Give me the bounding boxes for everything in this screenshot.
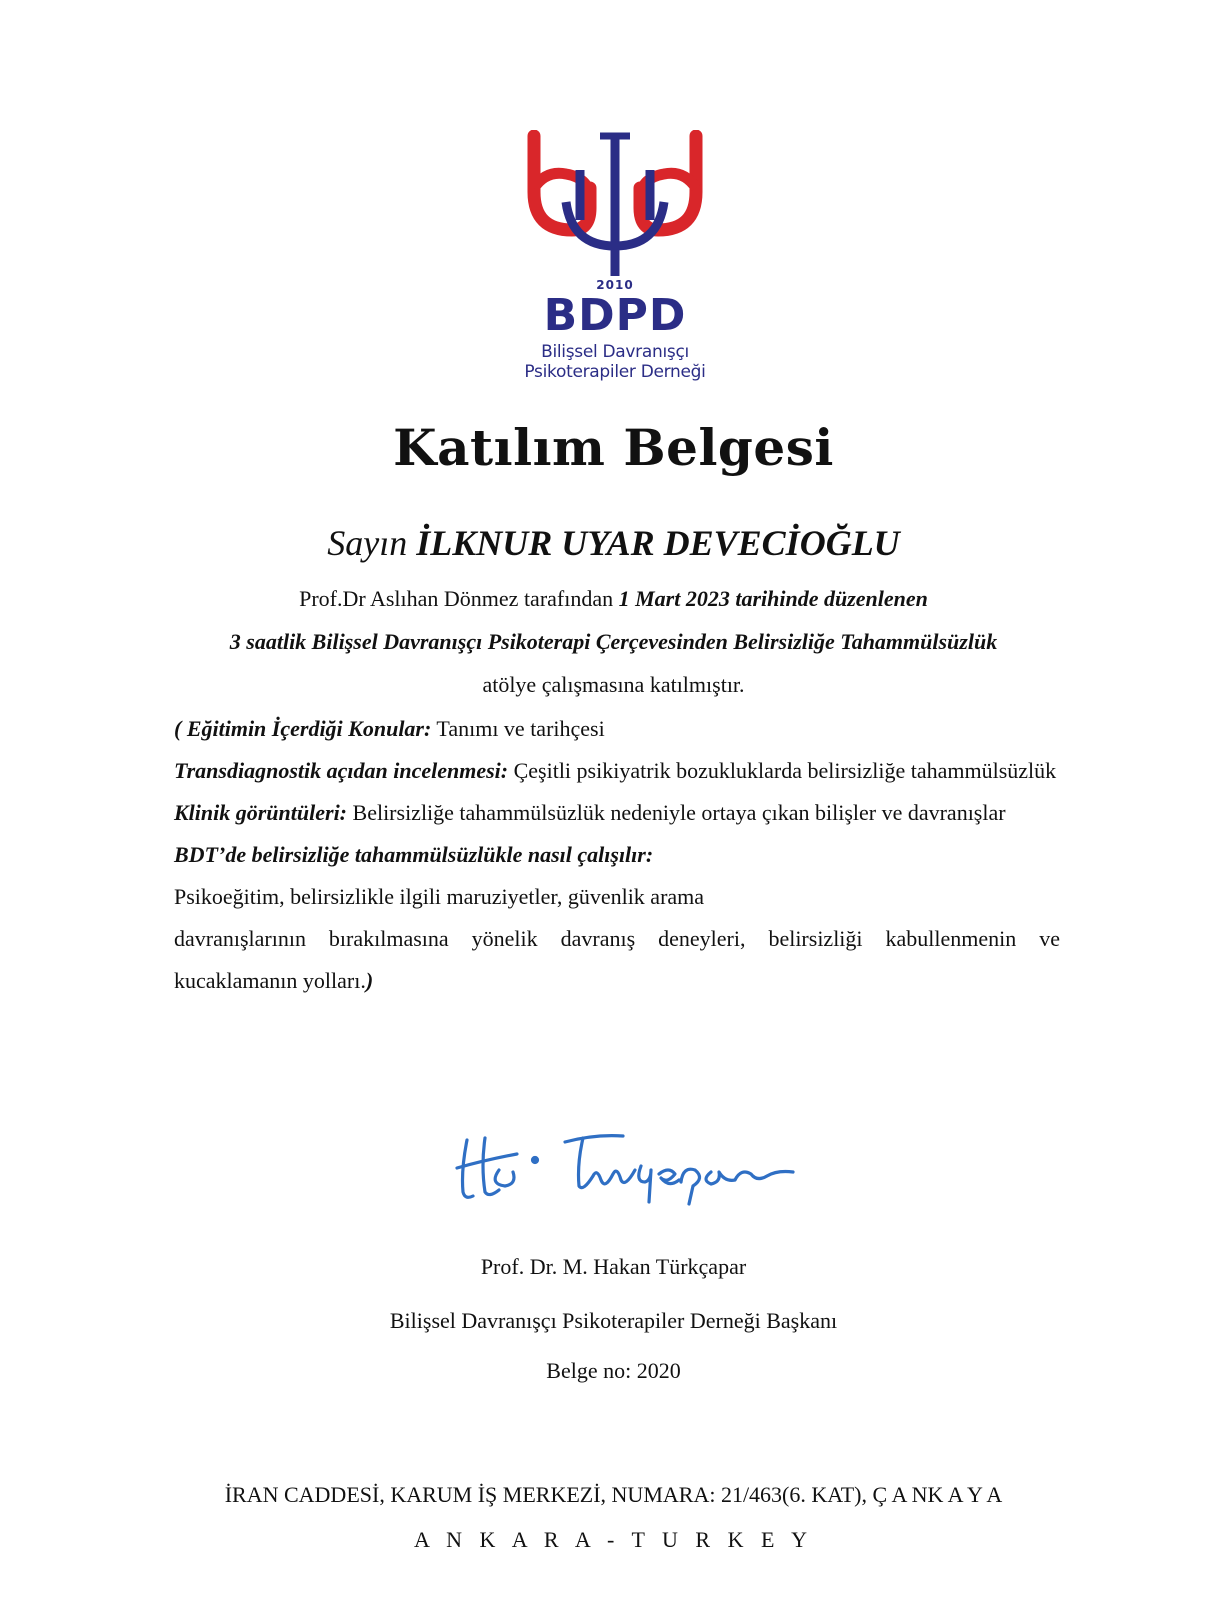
topic-text: Belirsizliğe tahammülsüzlük nedeniyle ortaya çıkan bilişler ve davranışlar xyxy=(347,800,1006,825)
salutation: Sayın xyxy=(327,523,408,563)
logo-year: 2010 xyxy=(596,278,634,292)
workshop-title: 3 saatlik Bilişsel Davranışçı Psikoterapi Çerçevesinden Belirsizliğe Tahammülsüzlük xyxy=(229,629,998,654)
certificate-title: Katılım Belgesi xyxy=(393,418,834,477)
topic-text: Çeşitli psikiyatrik bozukluklarda belirsizliğe tahammülsüzlük xyxy=(508,758,1057,783)
address-line-2: A N K A R A - T U R K E Y xyxy=(414,1527,813,1552)
organizer-text: Prof.Dr Aslıhan Dönmez tarafından xyxy=(299,586,619,611)
topic-4-text-line2 xyxy=(174,918,1060,1002)
topic-label: Transdiagnostik açıdan incelenmesi: xyxy=(174,758,509,783)
topic-4-text-line1: Psikoeğitim, belirsizlikle ilgili maruziyetler, güvenlik arama xyxy=(174,884,705,909)
event-date: 1 Mart 2023 tarihinde düzenlenen xyxy=(618,586,928,611)
signatory-name: Prof. Dr. M. Hakan Türkçapar xyxy=(480,1254,747,1279)
document-number: Belge no: 2020 xyxy=(546,1358,681,1383)
topic-2 xyxy=(174,750,1060,792)
topic-label: BDT’de belirsizliğe tahammülsüzlükle nasıl çalışılır: xyxy=(174,842,654,867)
topic-label: Klinik görüntüleri: xyxy=(174,800,348,825)
topic-3 xyxy=(174,792,1060,834)
body-line-3: atölye çalışmasına katılmıştır. xyxy=(482,672,745,697)
recipient-name: İLKNUR UYAR DEVECİOĞLU xyxy=(416,523,900,563)
recipient-line xyxy=(0,522,1227,564)
topic-text: Tanımı ve tarihçesi xyxy=(431,716,605,741)
logo-name-line2: Psikoterapiler Derneği xyxy=(524,362,706,382)
closing-paren: ) xyxy=(365,968,374,993)
topics-section xyxy=(174,708,1060,1002)
topic-4 xyxy=(174,834,1060,876)
logo-abbreviation: BDPD xyxy=(543,290,687,341)
signatory-title: Bilişsel Davranışçı Psikoterapiler Derneği Başkanı xyxy=(389,1308,838,1333)
body-line-1 xyxy=(0,586,1227,612)
handwritten-signature xyxy=(455,1130,805,1210)
topic-1 xyxy=(174,708,1060,750)
address-line-1: İRAN CADDESİ, KARUM İŞ MERKEZİ, NUMARA: 21/463(6. KAT), Ç A NK A Y A xyxy=(224,1482,1003,1507)
psi-emblem-icon xyxy=(520,130,710,280)
logo-name-line1: Bilişsel Davranışçı xyxy=(541,342,689,362)
bdpd-logo xyxy=(520,130,710,380)
topic-label: ( Eğitimin İçerdiği Konular: xyxy=(174,716,432,741)
topic-text: davranışlarının bırakılmasına yönelik davranış deneyleri, belirsizliği kabullenmenin ve kucaklamanın yolları. xyxy=(174,926,1060,993)
